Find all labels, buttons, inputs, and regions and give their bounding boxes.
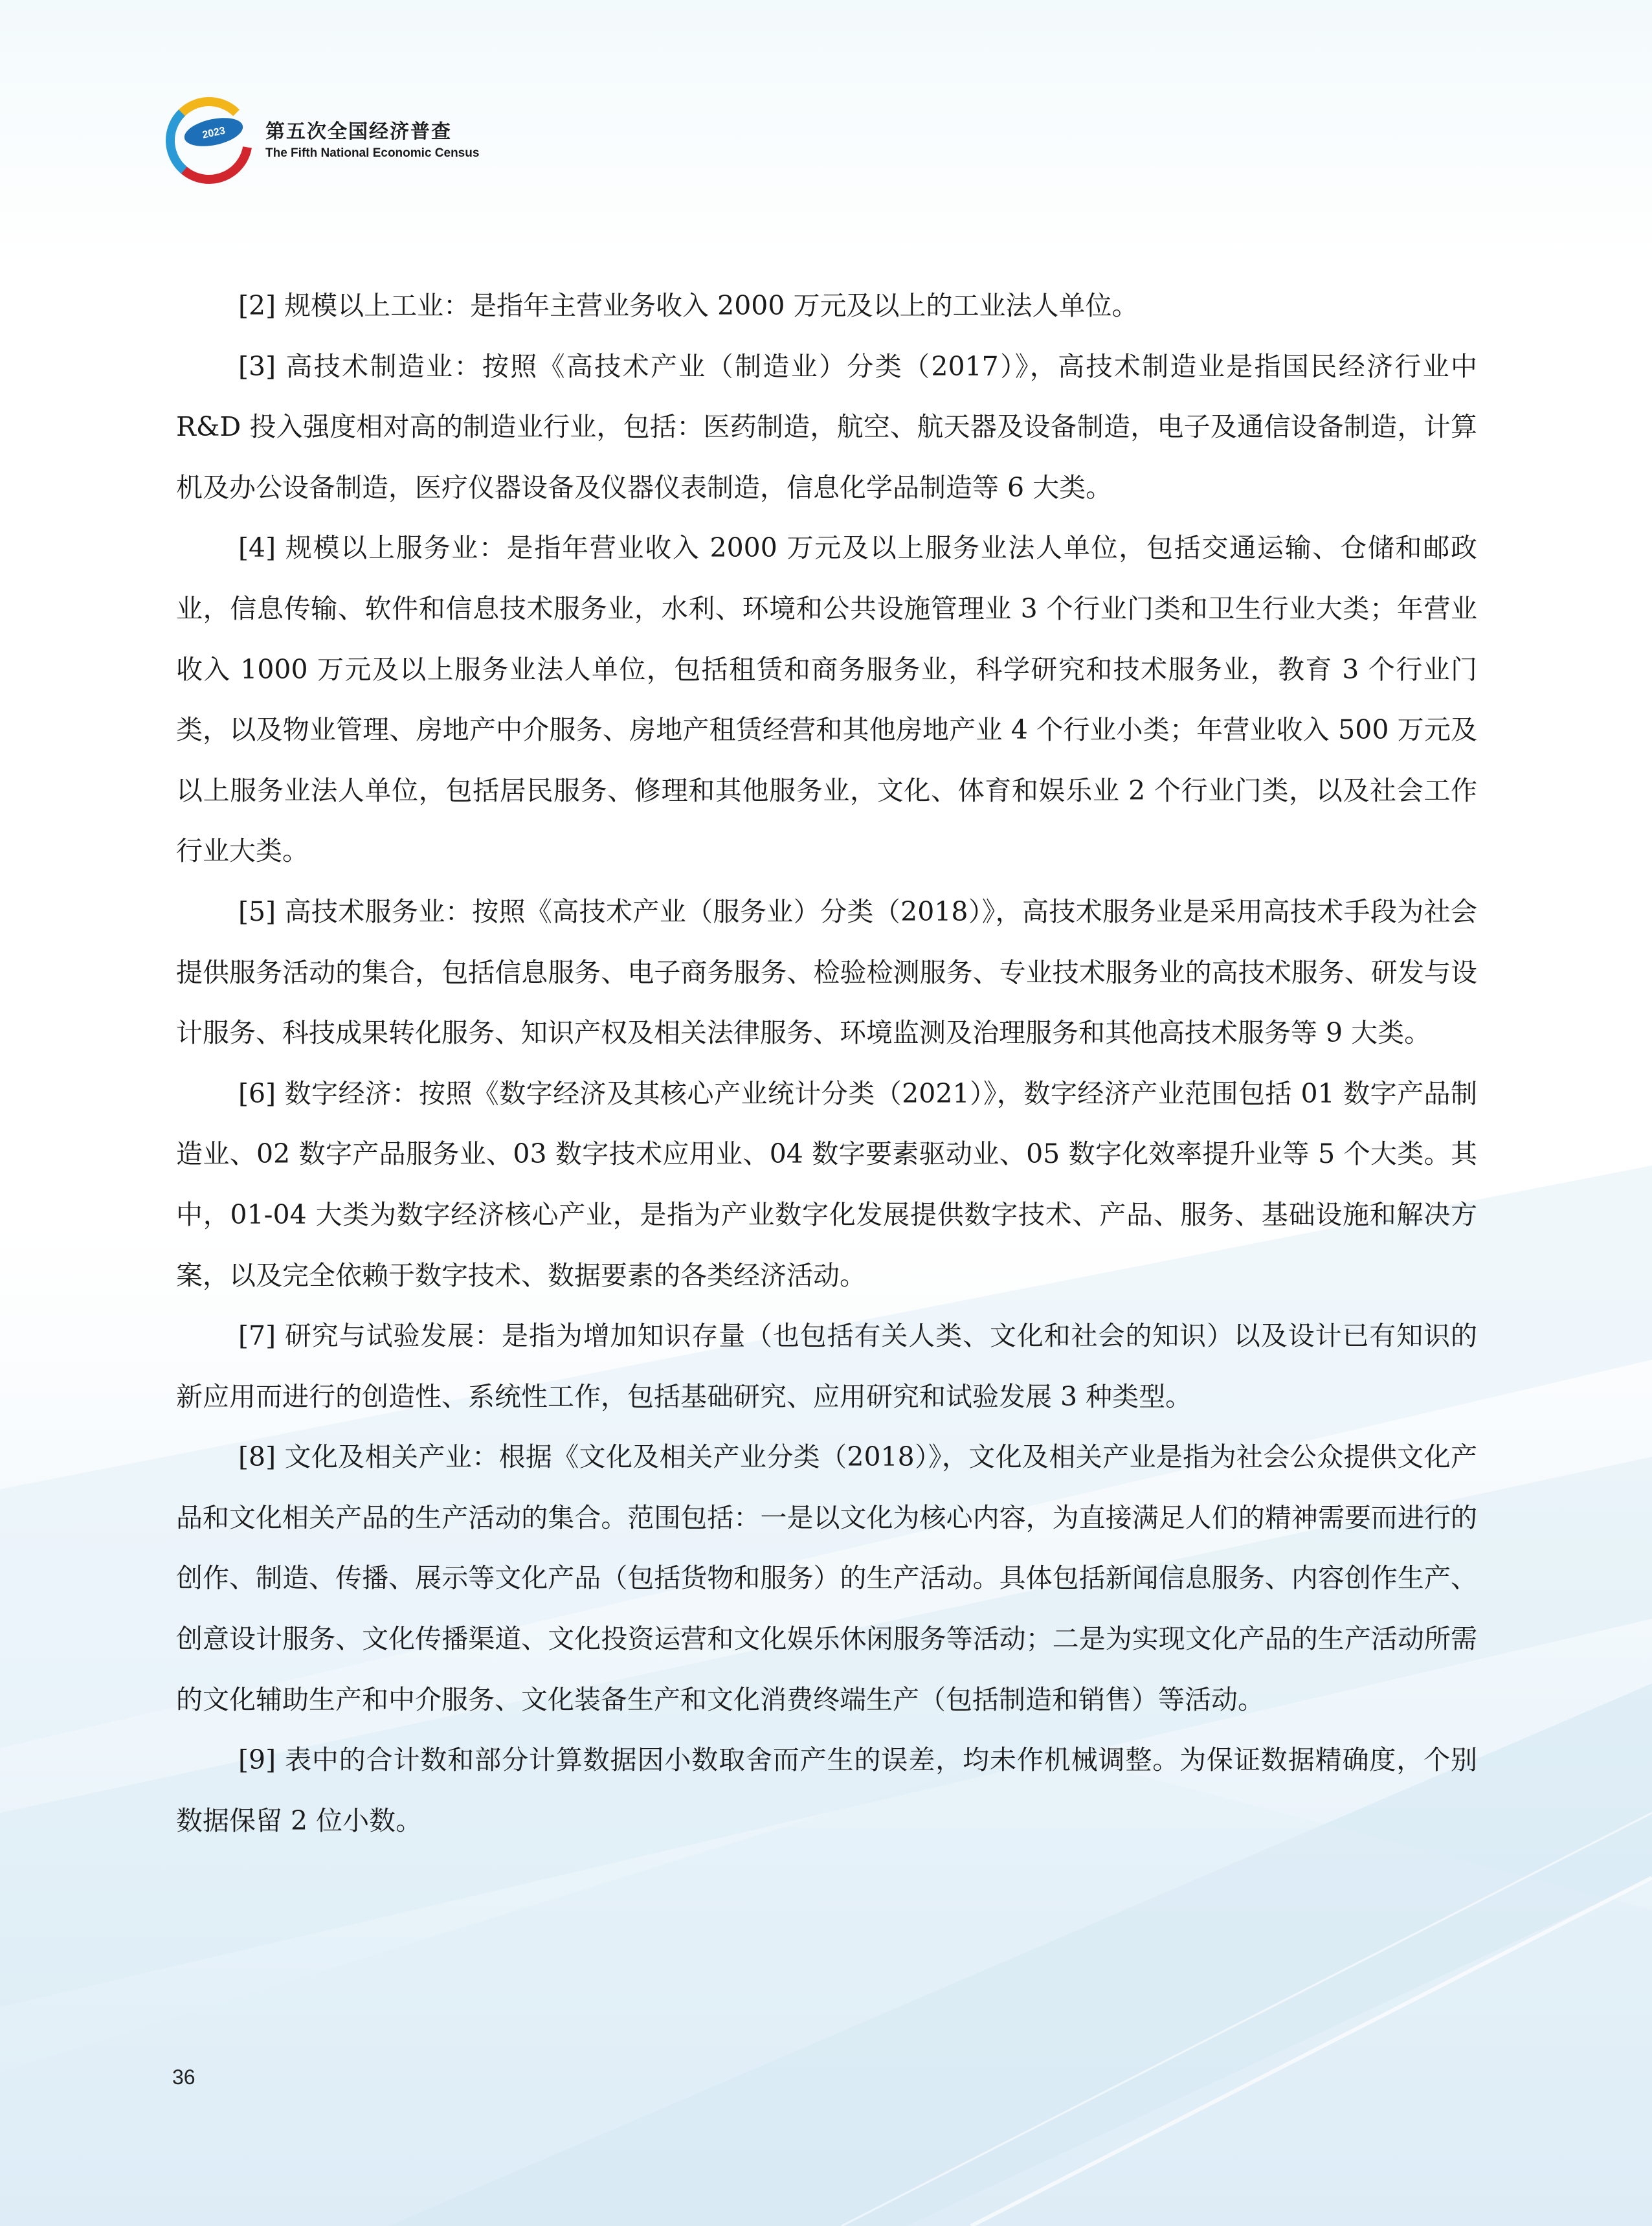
census-logo-icon	[161, 92, 258, 189]
note-paragraph-7: [7] 研究与试验发展：是指为增加知识存量（也包括有关人类、文化和社会的知识）以及设计已有知识的新应用而进行的创造性、系统性工作，包括基础研究、应用研究和试验发展 3 种类型。	[176, 1320, 1477, 1412]
note-paragraph-2: [2] 规模以上工业：是指年主营业务收入 2000 万元及以上的工业法人单位。	[238, 290, 1139, 321]
note-paragraph-8: [8] 文化及相关产业：根据《文化及相关产业分类（2018）》，文化及相关产业是指为社会公众提供文化产品和文化相关产品的生产活动的集合。范围包括：一是以文化为核心内容，为直接满足人们的精神需要而进行的创作、制造、传播、展示等文化产品（包括货物和服务）的生产活动。具体包括新闻信息服务、内容创作生产、创意设计服务、文化传播渠道、文化投资运营和文化娱乐休闲服务等活动；二是为实现文化产品的生产活动所需的文化辅助生产和中介服务、文化装备生产和文化消费终端生产（包括制造和销售）等活动。	[176, 1441, 1477, 1715]
note-paragraph-6: [6] 数字经济：按照《数字经济及其核心产业统计分类（2021）》，数字经济产业范围包括 01 数字产品制造业、02 数字产品服务业、03 数字技术应用业、04 数字要素驱动业、05 数字化效率提升业等 5 个大类。其中，01-04 大类为数字经济核心产业，是指为产业数字化发展提供数字技术、产品、服务、基础设施和解决方案，以及完全依赖于数字技术、数据要素的各类经济活动。	[176, 1077, 1477, 1291]
note-paragraph-9: [9] 表中的合计数和部分计算数据因小数取舍而产生的误差，均未作机械调整。为保证数据精确度，个别数据保留 2 位小数。	[176, 1744, 1477, 1836]
logo-text: 2023	[201, 125, 227, 141]
notes-content	[176, 276, 1477, 1851]
note-paragraph-5: [5] 高技术服务业：按照《高技术产业（服务业）分类（2018）》，高技术服务业是采用高技术手段为社会提供服务活动的集合，包括信息服务、电子商务服务、检验检测服务、专业技术服务业的高技术服务、研发与设计服务、科技成果转化服务、知识产权及相关法律服务、环境监测及治理服务和其他高技术服务等 9 大类。	[176, 895, 1477, 1049]
census-title-cn: 第五次全国经济普查	[265, 120, 452, 143]
note-paragraph-3: [3] 高技术制造业：按照《高技术产业（制造业）分类（2017）》，高技术制造业是指国民经济行业中 R&D 投入强度相对高的制造业行业，包括：医药制造，航空、航天器及设备制造，电子及通信设备制造，计算机及办公设备制造，医疗仪器设备及仪器仪表制造，信息化学品制造等 6 大类。	[176, 350, 1477, 503]
census-title-en: The Fifth National Economic Census	[265, 146, 480, 160]
note-paragraph-4: [4] 规模以上服务业：是指年营业收入 2000 万元及以上服务业法人单位，包括交通运输、仓储和邮政业，信息传输、软件和信息技术服务业，水利、环境和公共设施管理业 3 个行业门类和卫生行业大类；年营业收入 1000 万元及以上服务业法人单位，包括租赁和商务服务业，科学研究和技术服务业，教育 3 个行业门类，以及物业管理、房地产中介服务、房地产租赁经营和其他房地产业 4 个行业小类；年营业收入 500 万元及以上服务业法人单位，包括居民服务、修理和其他服务业，文化、体育和娱乐业 2 个行业门类，以及社会工作行业大类。	[176, 532, 1477, 867]
census-header	[173, 98, 479, 183]
page-number: 36	[172, 2065, 195, 2089]
